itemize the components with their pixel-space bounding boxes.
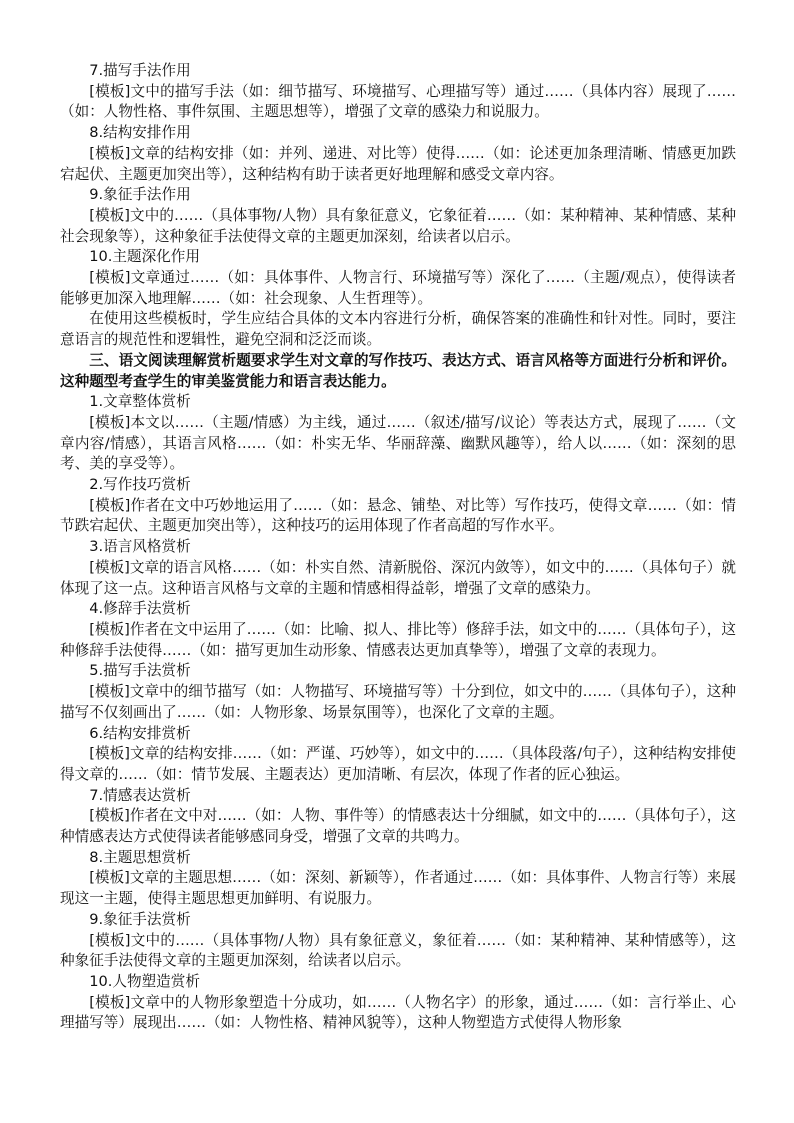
section-three-heading: 三、语文阅读理解赏析题要求学生对文章的写作技巧、表达方式、语言风格等方面进行分析和评价。这种题型考查学生的审美鉴赏能力和语言表达能力。 bbox=[60, 351, 736, 390]
template-body: [模板]作者在文中运用了……（如：比喻、拟人、排比等）修辞手法，如文中的……（具体句子），这种修辞手法使得……（如：描写更加生动形象、情感表达更加真挚等），增强了文章的表现力。 bbox=[60, 620, 736, 659]
template-title: 4.修辞手法赏析 bbox=[89, 600, 191, 618]
template-body: [模板]文章的结构安排（如：并列、递进、对比等）使得……（如：论述更加条理清晰、情感更加跌宕起伏、主题更加突出等），这种结构有助于读者更好地理解和感受文章内容。 bbox=[60, 144, 736, 183]
template-body: [模板]文中的描写手法（如：细节描写、环境描写、心理描写等）通过……（具体内容）展现了……（如：人物性格、事件氛围、主题思想等），增强了文章的感染力和说服力。 bbox=[60, 82, 736, 121]
template-title: 9.象征手法作用 bbox=[89, 186, 191, 204]
template-body: [模板]文章中的人物形象塑造十分成功，如……（人物名字）的形象，通过……（如：言行举止、心理描写等）展现出……（如：人物性格、精神风貌等），这种人物塑造方式使得人物形象 bbox=[60, 993, 736, 1032]
template-body: [模板]文中的……（具体事物/人物）具有象征意义，象征着……（如：某种精神、某种情感等），这种象征手法使得文章的主题更加深刻，给读者以启示。 bbox=[60, 931, 736, 970]
template-body: [模板]文章的语言风格……（如：朴实自然、清新脱俗、深沉内敛等），如文中的……（具体句子）就体现了这一点。这种语言风格与文章的主题和情感相得益彰，增强了文章的感染力。 bbox=[60, 558, 736, 597]
part-three-templates bbox=[60, 392, 736, 1034]
template-title: 1.文章整体赏析 bbox=[89, 393, 191, 411]
template-body: [模板]文章中的细节描写（如：人物描写、环境描写等）十分到位，如文中的……（具体句子），这种描写不仅刻画出了……（如：人物形象、场景氛围等），也深化了文章的主题。 bbox=[60, 683, 736, 721]
template-title: 5.描写手法赏析 bbox=[89, 662, 191, 680]
template-body: [模板]作者在文中对……（如：人物、事件等）的情感表达十分细腻，如文中的……（具体句子），这种情感表达方式使得读者能够感同身受，增强了文章的共鸣力。 bbox=[60, 807, 736, 846]
usage-note: 在使用这些模板时，学生应结合具体的文本内容进行分析，确保答案的准确性和针对性。同时，要注意语言的规范性和逻辑性，避免空洞和泛泛而谈。 bbox=[60, 310, 736, 349]
document-page bbox=[60, 61, 736, 1034]
template-title: 8.主题思想赏析 bbox=[89, 848, 191, 866]
template-title: 7.情感表达赏析 bbox=[89, 786, 191, 804]
template-body: [模板]作者在文中巧妙地运用了……（如：悬念、铺垫、对比等）写作技巧，使得文章……（如：情节跌宕起伏、主题更加突出等），这种技巧的运用体现了作者高超的写作水平。 bbox=[60, 496, 736, 535]
template-title: 6.结构安排赏析 bbox=[89, 724, 191, 742]
template-title: 8.结构安排作用 bbox=[89, 124, 191, 142]
template-title: 2.写作技巧赏析 bbox=[89, 476, 191, 494]
template-body: [模板]本文以……（主题/情感）为主线，通过……（叙述/描写/议论）等表达方式，展现了……（文章内容/情感），其语言风格……（如：朴实无华、华丽辞藻、幽默风趣等），给人以……（如：深刻的思考、美的享受等）。 bbox=[60, 413, 736, 473]
template-body: [模板]文章的结构安排……（如：严谨、巧妙等），如文中的……（具体段落/句子），这种结构安排使得文章的……（如：情节发展、主题表达）更加清晰、有层次，体现了作者的匠心独运。 bbox=[60, 745, 736, 783]
template-title: 3.语言风格赏析 bbox=[89, 538, 191, 556]
template-body: [模板]文章通过……（如：具体事件、人物言行、环境描写等）深化了……（主题/观点），使得读者能够更加深入地理解……（如：社会现象、人生哲理等）。 bbox=[60, 269, 736, 307]
part-two-templates bbox=[60, 61, 736, 309]
template-body: [模板]文章的主题思想……（如：深刻、新颖等），作者通过……（如：具体事件、人物言行等）来展现这一主题，使得主题思想更加鲜明、有说服力。 bbox=[60, 869, 736, 908]
template-title: 10.人物塑造赏析 bbox=[89, 972, 200, 990]
template-title: 9.象征手法赏析 bbox=[89, 910, 191, 928]
template-body: [模板]文中的……（具体事物/人物）具有象征意义，它象征着……（如：某种精神、某种情感、某种社会现象等），这种象征手法使得文章的主题更加深刻，给读者以启示。 bbox=[60, 206, 736, 245]
template-title: 7.描写手法作用 bbox=[89, 62, 191, 79]
template-title: 10.主题深化作用 bbox=[89, 248, 200, 266]
